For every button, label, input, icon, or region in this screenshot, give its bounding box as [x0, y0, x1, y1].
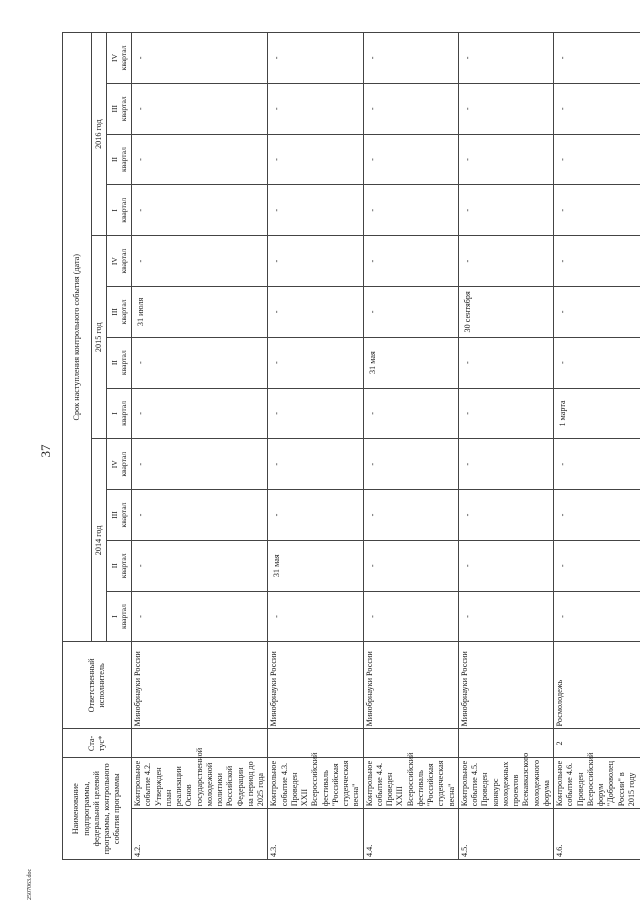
event-name: Контрольное событие 4.2. Утвержден план реализации Основ государственной молодежной политики Российской Федерации на период до 2025 года	[132, 758, 268, 809]
row-number: 4.4.	[363, 809, 458, 860]
table-row	[363, 33, 458, 860]
table-row	[458, 33, 553, 860]
quarter-cell: -	[363, 185, 458, 236]
quarter-cell: -	[363, 236, 458, 287]
event-executor: Минобрнауки России	[132, 642, 268, 729]
header-quarter: I квартал	[107, 388, 132, 439]
quarter-cell: -	[132, 490, 268, 541]
header-year-2015: 2015 год	[92, 236, 107, 439]
header-quarter: II квартал	[107, 540, 132, 591]
quarter-cell: 31 мая	[363, 337, 458, 388]
header-year-2016: 2016 год	[92, 33, 107, 236]
quarter-cell: -	[363, 134, 458, 185]
row-number: 4.6.	[554, 809, 640, 860]
quarter-cell: -	[132, 337, 268, 388]
quarter-cell: -	[363, 490, 458, 541]
quarter-cell: 30 сентября	[458, 286, 553, 337]
quarter-cell: -	[132, 83, 268, 134]
quarter-cell: -	[554, 286, 640, 337]
quarter-cell: -	[268, 490, 363, 541]
quarter-cell: -	[268, 33, 363, 84]
quarter-cell: -	[268, 337, 363, 388]
quarter-cell: -	[554, 185, 640, 236]
quarter-cell: -	[458, 185, 553, 236]
quarter-cell: -	[363, 591, 458, 642]
quarter-cell: -	[458, 33, 553, 84]
quarter-cell: -	[363, 540, 458, 591]
row-number: 4.3.	[268, 809, 363, 860]
quarter-cell: -	[554, 83, 640, 134]
event-name: Контрольное событие 4.3. Проведен XXII Всероссийский фестиваль "Российская студенческая весна"	[268, 758, 363, 809]
table-row	[132, 33, 268, 860]
quarter-cell: -	[132, 33, 268, 84]
quarter-cell: -	[458, 83, 553, 134]
control-events-table	[62, 32, 640, 860]
quarter-cell: -	[363, 286, 458, 337]
header-executor: Ответственный исполнитель	[63, 642, 132, 729]
rotated-table-container	[62, 32, 636, 860]
header-deadline: Срок наступления контрольного события (дата)	[63, 33, 92, 642]
quarter-cell: -	[268, 439, 363, 490]
quarter-cell: -	[268, 134, 363, 185]
header-quarter: IV квартал	[107, 33, 132, 84]
quarter-cell: -	[458, 591, 553, 642]
footer-filename: 2507063.doc	[27, 868, 33, 900]
event-name: Контрольное событие 4.5. Проведен конкурс молодежных проектов Всекавказского молодежного форума	[458, 758, 553, 809]
event-executor: Минобрнауки России	[268, 642, 363, 729]
quarter-cell: -	[554, 337, 640, 388]
quarter-cell: 1 марта	[554, 388, 640, 439]
quarter-cell: -	[458, 236, 553, 287]
quarter-cell: -	[132, 185, 268, 236]
quarter-cell: -	[554, 591, 640, 642]
row-number: 4.2.	[132, 809, 268, 860]
quarter-cell: -	[132, 540, 268, 591]
header-quarter: III квартал	[107, 286, 132, 337]
quarter-cell: -	[458, 337, 553, 388]
header-quarter: III квартал	[107, 490, 132, 541]
event-name: Контрольное событие 4.6. Проведен Всероссийский форум "Доброволец России" в 2015 году	[554, 758, 640, 809]
event-executor: Минобрнауки России	[458, 642, 553, 729]
event-status: 2	[554, 729, 640, 758]
quarter-cell: -	[132, 591, 268, 642]
quarter-cell: -	[554, 490, 640, 541]
header-status: Ста-тус*	[63, 729, 132, 758]
event-executor: Минобрнауки России	[363, 642, 458, 729]
quarter-cell: -	[554, 540, 640, 591]
header-name: Наименование подпрограммы, федеральной целевой программы, контрольного события программы	[63, 758, 132, 860]
quarter-cell: -	[268, 388, 363, 439]
quarter-cell: -	[132, 236, 268, 287]
event-executor: Росмолодежь	[554, 642, 640, 729]
quarter-cell: -	[132, 388, 268, 439]
quarter-cell: -	[132, 439, 268, 490]
quarter-cell: -	[268, 236, 363, 287]
header-quarter: II квартал	[107, 337, 132, 388]
quarter-cell: -	[363, 83, 458, 134]
quarter-cell: -	[268, 185, 363, 236]
quarter-cell: -	[132, 134, 268, 185]
quarter-cell: -	[363, 388, 458, 439]
event-name: Контрольное событие 4.4. Проведен XXIII Всероссийский фестиваль "Российская студенческая весна"	[363, 758, 458, 809]
header-quarter: I квартал	[107, 185, 132, 236]
quarter-cell: -	[458, 439, 553, 490]
quarter-cell: -	[554, 134, 640, 185]
row-number: 4.5.	[458, 809, 553, 860]
header-quarter: I квартал	[107, 591, 132, 642]
quarter-cell: -	[554, 439, 640, 490]
header-quarter: II квартал	[107, 134, 132, 185]
table-row	[268, 33, 363, 860]
quarter-cell: -	[554, 33, 640, 84]
quarter-cell: -	[268, 591, 363, 642]
quarter-cell: -	[363, 33, 458, 84]
quarter-cell: 31 мая	[268, 540, 363, 591]
quarter-cell: 31 июля	[132, 286, 268, 337]
header-quarter: IV квартал	[107, 236, 132, 287]
quarter-cell: -	[458, 134, 553, 185]
header-year-2014: 2014 год	[92, 439, 107, 642]
quarter-cell: -	[363, 439, 458, 490]
event-status	[458, 729, 553, 758]
quarter-cell: -	[458, 540, 553, 591]
page-number: 37	[38, 444, 53, 458]
header-quarter: IV квартал	[107, 439, 132, 490]
quarter-cell: -	[268, 286, 363, 337]
quarter-cell: -	[268, 83, 363, 134]
header-quarter: III квартал	[107, 83, 132, 134]
quarter-cell: -	[554, 236, 640, 287]
quarter-cell: -	[458, 490, 553, 541]
table-row	[554, 33, 640, 860]
quarter-cell: -	[458, 388, 553, 439]
